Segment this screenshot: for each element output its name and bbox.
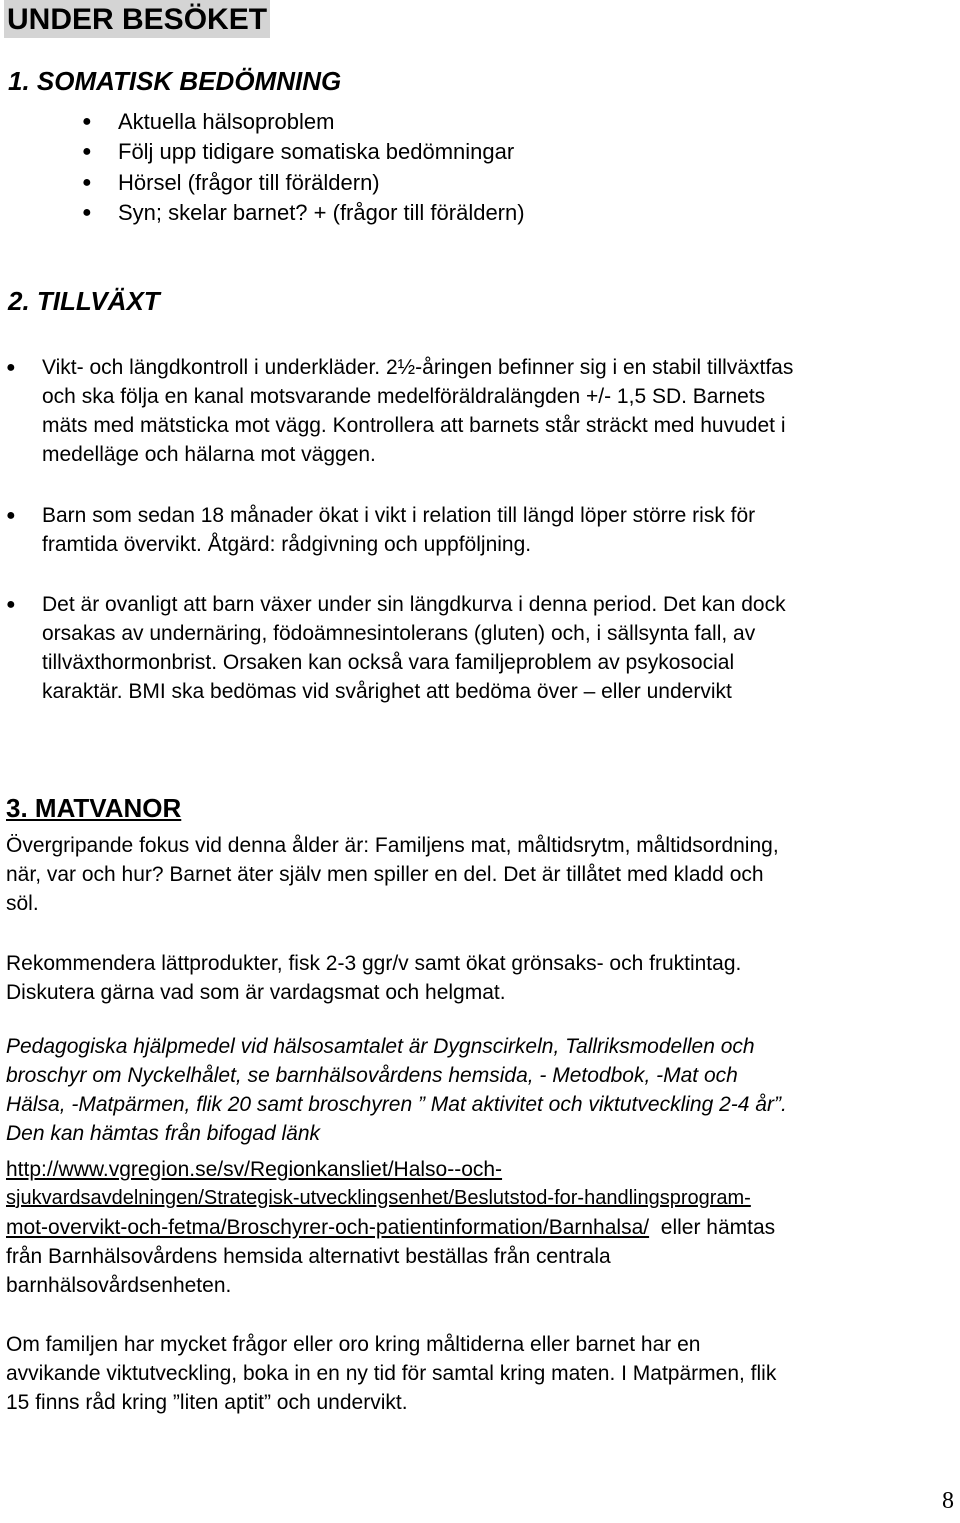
italic-paragraph-line: broschyr om Nyckelhålet, se barnhälsovårdens hemsida, - Metodbok, -Mat och: [6, 1064, 738, 1087]
section-heading-matvanor: 3. MATVANOR: [6, 793, 182, 823]
bullet-text-line: och ska följa en kanal motsvarande medelföräldralängden +/- 1,5 SD. Barnets: [42, 385, 766, 408]
paragraph-line: Rekommendera lättprodukter, fisk 2-3 ggr/v samt ökat grönsaks- och fruktintag.: [6, 952, 742, 975]
brochure-link-line-1[interactable]: http://www.vgregion.se/sv/Regionkansliet/Halso--och-: [6, 1158, 503, 1181]
bullet-icon: ●: [82, 143, 92, 160]
paragraph-line: barnhälsovårdsenheten.: [6, 1274, 232, 1297]
list-item: Aktuella hälsoproblem: [118, 109, 335, 134]
bullet-text-line: Barn som sedan 18 månader ökat i vikt i relation till längd löper större risk för: [42, 504, 756, 527]
link-tail-text: eller hämtas: [649, 1216, 776, 1239]
section-heading-tillvaxt: 2. TILLVÄXT: [8, 286, 160, 316]
bullet-icon: ●: [6, 507, 16, 524]
list-item: Hörsel (frågor till föräldern): [118, 170, 380, 195]
page-title: UNDER BESÖKET: [4, 0, 270, 38]
bullet-text-line: Vikt- och längdkontroll i underkläder. 2½-åringen befinner sig i en stabil tillväxtfas: [42, 356, 794, 379]
italic-paragraph-line: Den kan hämtas från bifogad länk: [6, 1122, 321, 1145]
bullet-icon: ●: [82, 113, 92, 130]
brochure-link-line-3[interactable]: mot-overvikt-och-fetma/Broschyrer-och-patientinformation/Barnhalsa/: [6, 1216, 650, 1239]
bullet-text-line: orsakas av undernäring, födoämnesintolerans (gluten) och, i sällsynta fall, av: [42, 622, 756, 645]
list-item: Följ upp tidigare somatiska bedömningar: [118, 139, 515, 164]
bullet-icon: ●: [6, 359, 16, 376]
list-item: Syn; skelar barnet? + (frågor till föräldern): [118, 200, 525, 225]
paragraph-line: söl.: [6, 892, 39, 915]
section-heading-somatisk: 1. SOMATISK BEDÖMNING: [8, 66, 342, 96]
bullet-icon: ●: [82, 174, 92, 191]
paragraph-line: 15 finns råd kring ”liten aptit” och undervikt.: [6, 1391, 408, 1414]
paragraph-line: från Barnhälsovårdens hemsida alternativt beställas från centrala: [6, 1245, 611, 1268]
bullet-text-line: medelläge och hälarna mot väggen.: [42, 443, 376, 466]
link-line-wrapper: [6, 1213, 775, 1242]
brochure-link-line-2[interactable]: sjukvardsavdelningen/Strategisk-utvecklingsenhet/Beslutstod-for-handlingsprogram-: [6, 1187, 751, 1209]
paragraph-line: Övergripande fokus vid denna ålder är: Familjens mat, måltidsrytm, måltidsordning,: [6, 834, 779, 857]
page-number: 8: [942, 1488, 954, 1514]
italic-paragraph-line: Hälsa, -Matpärmen, flik 20 samt broschyren ” Mat aktivitet och viktutveckling 2-4 år”.: [6, 1093, 787, 1116]
italic-paragraph-line: Pedagogiska hjälpmedel vid hälsosamtalet är Dygnscirkeln, Tallriksmodellen och: [6, 1035, 755, 1058]
bullet-text-line: framtida övervikt. Åtgärd: rådgivning och uppföljning.: [42, 533, 532, 556]
paragraph-line: när, var och hur? Barnet äter själv men spiller en del. Det är tillåtet med kladd och: [6, 863, 764, 886]
paragraph-line: avvikande viktutveckling, boka in en ny tid för samtal kring maten. I Matpärmen, flik: [6, 1362, 777, 1385]
paragraph-line: Diskutera gärna vad som är vardagsmat och helgmat.: [6, 981, 506, 1004]
bullet-icon: ●: [6, 596, 16, 613]
bullet-icon: ●: [82, 204, 92, 221]
bullet-text-line: karaktär. BMI ska bedömas vid svårighet att bedöma över – eller undervikt: [42, 680, 732, 703]
bullet-text-line: tillväxthormonbrist. Orsaken kan också vara familjeproblem av psykosocial: [42, 651, 735, 674]
bullet-text-line: Det är ovanligt att barn växer under sin längdkurva i denna period. Det kan dock: [42, 593, 786, 616]
bullet-text-line: mäts med mätsticka mot vägg. Kontrollera att barnets står sträckt med huvudet i: [42, 414, 786, 437]
paragraph-line: Om familjen har mycket frågor eller oro kring måltiderna eller barnet har en: [6, 1333, 701, 1356]
